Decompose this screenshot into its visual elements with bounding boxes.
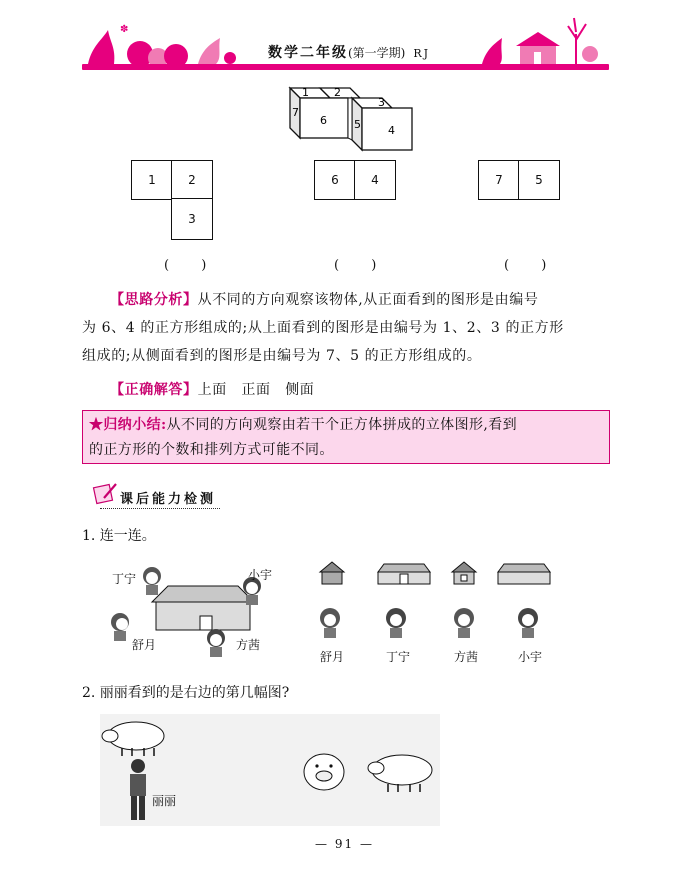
building-front-icon [378,564,430,584]
option-name: 丁宁 [386,650,411,664]
analysis-line: 为 6、4 的正方形组成的;从上面看到的图形是由编号为 1、2、3 的正方形 [82,320,564,336]
option-name: 舒月 [320,650,345,664]
building-back-icon [498,564,550,584]
kid-icon [454,608,474,638]
side-view-square: 7 [478,160,520,200]
analysis-line: 组成的;从侧面看到的图形是由编号为 7、5 的正方形组成的。 [82,348,482,364]
q2-scene-panel [100,714,440,826]
cube-label-6: 6 [320,114,327,127]
question-1: 1. 连一连。 [82,528,156,544]
q1-view-options [316,560,552,594]
kid-icon [320,608,340,638]
kid-icon [518,608,538,638]
q1-kid-row [316,604,552,644]
section-underline [100,508,220,509]
answer-blank: ( ) [164,258,221,273]
cube-label-5: 5 [354,118,361,131]
section-title: 课后能力检测 [120,492,217,507]
kid-icon [386,608,406,638]
cube-label-3: 3 [378,96,385,109]
pig-front-icon [304,754,344,790]
top-view-square: 1 [131,160,173,200]
front-view-square: 6 [314,160,356,200]
analysis-line: 从不同的方向观察该物体,从正面看到的图形是由编号 [197,292,539,308]
cube-label-4: 4 [388,124,395,137]
header-title [268,42,430,62]
cube-label-1: 1 [302,86,309,99]
summary-box [82,410,610,464]
svg-text:✽: ✽ [120,24,129,35]
pencil-icon [92,480,118,510]
pig-icon [102,722,164,756]
answer-blank: ( ) [334,258,391,273]
house-side-icon [452,562,476,584]
cube-label-2: 2 [334,86,341,99]
scene-name: 丁宁 [112,572,137,586]
child-icon [130,759,146,820]
kid-icon [143,567,161,595]
answer-paragraph [82,376,612,404]
option-name: 方茜 [454,650,479,664]
scene-name: 舒月 [132,638,157,652]
summary-tag: ★归纳小结: [89,417,167,433]
scene-name: 小宇 [248,568,273,582]
edition-label: RJ [413,47,431,60]
option-name: 小宇 [518,650,543,664]
house-front-icon [320,562,344,584]
page-number: — 91 — [315,837,374,851]
semester-label: (第一学期) [348,46,406,60]
cube-figure [282,84,422,160]
answer-blank: ( ) [504,258,561,273]
analysis-tag: 【思路分析】 [110,292,198,308]
top-view-square: 3 [171,198,213,240]
top-view-square: 2 [171,160,213,200]
summary-line: 从不同的方向观察由若干个正方体拼成的立体图形,看到 [166,417,518,433]
answer-tag: 【正确解答】 [110,382,198,398]
front-view-square: 4 [354,160,396,200]
summary-line: 的正方形的个数和排列方式可能不同。 [89,442,334,458]
child-name: 丽丽 [152,794,177,808]
answer-text: 上面 正面 侧面 [197,382,315,398]
kid-icon [111,613,129,641]
scene-name: 方茜 [236,638,261,652]
question-2: 2. 丽丽看到的是右边的第几幅图? [82,685,290,701]
header-rule [82,64,609,70]
cube-label-7: 7 [292,106,299,119]
pig-side-icon [368,755,432,792]
book-title: 数学二年级 [268,45,348,61]
analysis-paragraph [82,286,612,370]
kid-icon [207,629,225,657]
side-view-square: 5 [518,160,560,200]
